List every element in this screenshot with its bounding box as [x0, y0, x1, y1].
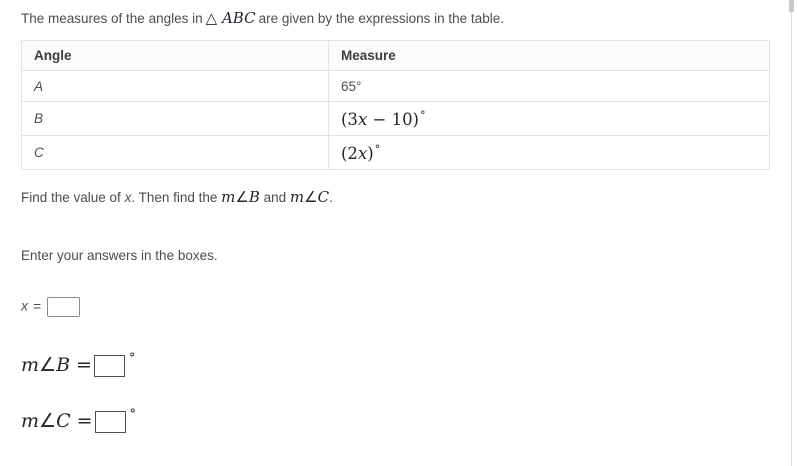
table-row-c [22, 136, 770, 170]
enter-answers-instruction: Enter your answers in the boxes. [21, 248, 218, 263]
measure-b-post: − 10) [367, 109, 419, 129]
answer-row-angle-b [21, 351, 135, 377]
b-equals-sign: = [76, 354, 92, 376]
problem-statement-prefix: The measures of the angles in [21, 11, 203, 26]
angle-letter-b: B [56, 354, 71, 376]
find-prefix: Find the value of [21, 190, 125, 205]
angle-a-measure: 65° [329, 71, 770, 102]
measure-b-pre: (3 [341, 109, 358, 129]
table-row-a [22, 71, 770, 102]
measure-symbol-m: m [221, 188, 236, 206]
triangle-icon: △ [205, 9, 218, 27]
x-input[interactable] [47, 297, 80, 317]
c-degree-symbol: ° [129, 407, 137, 422]
problem-statement [21, 9, 504, 28]
angle-letter-b: B [248, 188, 260, 206]
angle-letter-c: C [317, 188, 330, 206]
angle-c-label: C [22, 136, 329, 170]
table-header-angle: Angle [22, 41, 329, 71]
angle-icon: ∠ [304, 188, 318, 206]
table-header-row [22, 41, 770, 71]
measure-c-degree: ° [374, 142, 381, 156]
measure-b-variable: x [357, 109, 368, 129]
answer-row-angle-c [21, 407, 136, 433]
x-label: x [21, 297, 28, 314]
find-variable-x: x [124, 190, 132, 205]
measure-c-post: ) [367, 143, 374, 163]
angle-b-input[interactable] [94, 355, 125, 377]
find-and: and [259, 190, 290, 205]
scrollbar-thumb[interactable] [789, 0, 794, 12]
angle-a-label: A [22, 71, 329, 102]
measure-symbol-m: m [289, 188, 305, 206]
table-row-b [22, 102, 770, 136]
triangle-name: ABC [221, 9, 256, 27]
angle-b-label: B [22, 102, 329, 136]
c-equals-sign: = [76, 410, 93, 432]
angle-b-measure [329, 102, 770, 136]
measure-symbol-m: m [21, 410, 40, 432]
x-equals-sign: = [33, 297, 42, 314]
find-instruction [21, 188, 333, 207]
angle-b-math [221, 188, 260, 206]
b-degree-symbol: ° [128, 351, 136, 366]
measure-c-pre: (2 [341, 143, 358, 163]
angle-icon: ∠ [39, 410, 57, 432]
triangle-abc-math [203, 9, 259, 27]
table-header-measure: Measure [329, 41, 770, 71]
find-mid: . Then find the [131, 190, 222, 205]
angles-table [21, 40, 770, 170]
angle-c-measure [329, 136, 770, 170]
answer-row-x [21, 297, 80, 317]
angle-c-math [290, 188, 329, 206]
angle-c-input[interactable] [95, 411, 126, 433]
measure-symbol-m: m [21, 354, 40, 376]
measure-b-degree: ° [420, 108, 426, 122]
angle-icon: ∠ [235, 188, 249, 206]
measure-c-variable: x [357, 143, 368, 163]
problem-statement-suffix: are given by the expressions in the table. [258, 11, 504, 26]
angle-letter-c: C [56, 410, 71, 432]
scrollbar-track[interactable] [791, 0, 792, 466]
angle-icon: ∠ [39, 354, 57, 376]
find-period: . [329, 190, 333, 205]
